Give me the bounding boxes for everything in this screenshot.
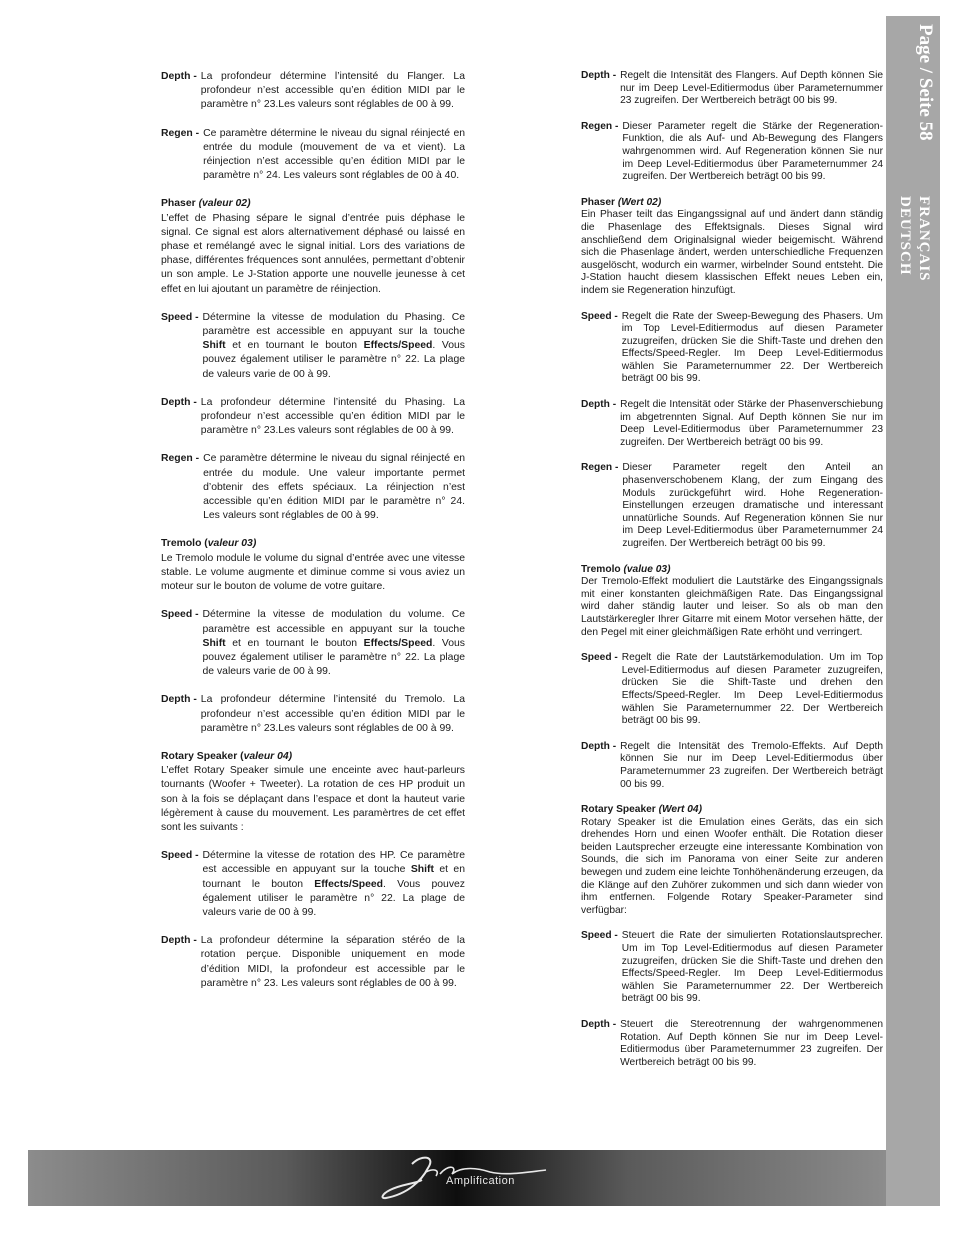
- de-tremolo-section: [581, 564, 883, 640]
- param-text: La profondeur détermine la séparation stéréo de la rotation perçue. Disponible uniquement en mode d’édition MIDI, la profondeur est accessible par le paramètre n° 23. Les valeurs sont réglables de 00 à 99.: [200, 935, 465, 989]
- de-flanger-depth: [581, 70, 883, 108]
- de-phaser-speed: [581, 311, 883, 387]
- param-text: Dieser Parameter regelt die Stärke der Regeneration-Funktion, die als Auf- und Ab-Bewegung des Flangers wahrgenommen wird. Auf Regeneration können Sie nur im Deep Level-Editiermodus über Parameternummer 24 zugreifen. Der Wertbereich beträgt 00 bis 99.: [622, 120, 883, 183]
- fr-phaser-regen: [161, 452, 465, 523]
- fr-rotary-section: [161, 750, 465, 835]
- fr-flanger-depth: [161, 70, 465, 113]
- section-body: L’effet de Phasing sépare le signal d’entrée puis déphase le signal. Ce signal est alors alternativement déphasé ou laissé en phase et remélangé avec le signal initial. Lors des variations de phase, différentes fréquences sont annulées, permettant d’obtenir un son ample. Le J-Station apporte une nouvelle jeunesse à cet effet en lui ajoutant un paramètre de réinjection.: [161, 212, 465, 295]
- param-text: Regelt die Intensität des Flangers. Auf Depth können Sie nur im Deep Level-Editiermodus über Parameternummer 23 zugreifen. Der Wertbereich beträgt 00 bis 99.: [620, 70, 883, 107]
- param-text: Ce paramètre détermine le niveau du signal réinjecté en entrée du module (mouvement de va et vient). La réinjection n’est accessible qu’en édition MIDI par le paramètre n° 24. Les valeurs sont réglables de 00 à 40.: [203, 127, 465, 182]
- section-body: Rotary Speaker ist die Emulation eines Geräts, das ein sich drehendes Horn und einen Woofer enthält. Die Rotation dieser beiden Lautsprecher erzeugte eine interessante Kombination von Sounds, die sich im Panorama von einer Seite zur anderen bewegen und zudem eine leichte Tonhöhenänderung erzeugen, da die Klänge auf den Zuhörer zukommen und sich dann wieder von ihm entfernen. Folgende Rotary Speaker-Parameter sind verfügbar:: [581, 816, 883, 916]
- section-title: Tremolo (valeur 03): [161, 538, 257, 550]
- de-phaser-section: [581, 197, 883, 298]
- section-body: L’effet Rotary Speaker simule une enceinte avec haut-parleurs tournants (Woofer + Tweeter). La rotation de ces HP produit un son à la fois se déplaçant dans l’espace et dont la hauteut varie légèrement à cause du mouvement. Les paramèrtres de cet effet sont les suivants :: [161, 765, 465, 833]
- de-phaser-depth: [581, 399, 883, 449]
- param-label: Speed -: [161, 311, 199, 323]
- param-label: Speed -: [581, 310, 618, 322]
- param-label: Regen -: [581, 120, 619, 132]
- param-label: Speed -: [161, 609, 199, 621]
- page-number: Page / Seite 58: [915, 24, 936, 141]
- param-label: Depth -: [581, 740, 617, 752]
- de-flanger-regen: [581, 121, 883, 184]
- param-text: Détermine la vitesse de modulation du Phasing. Ce paramètre est accessible en appuyant sur la touche Shift et en tournant le bouton Effects/Speed. Vous pouvez également utiliser le paramètre n° 22. La plage de valeurs varie de 00 à 99.: [202, 311, 465, 380]
- fr-tremolo-speed: [161, 608, 465, 679]
- param-label: Depth -: [581, 399, 617, 411]
- param-text: Steuert die Stereotrennung der wahrgenommenen Rotation. Auf Depth können Sie nur im Deep Level-Editiermodus über Parameternummer 23 zugreifen. Der Wertbereich beträgt 00 bis 99.: [620, 1019, 883, 1068]
- fr-flanger-regen: [161, 127, 465, 184]
- de-rotary-section: [581, 804, 883, 917]
- param-text: Regelt die Intensität oder Stärke der Phasenverschiebung im abgetrennten Signal. Auf Depth können Sie nur im Deep Level-Editiermodus über Parameternummer 23 zugreifen. Der Wertbereich beträgt 00 bis 99.: [620, 399, 883, 448]
- param-text: Regelt die Intensität des Tremolo-Effekts. Auf Depth können Sie nur im Deep Level-Editiermodus über Parameternummer 23 zugreifen. Der Wertbereich beträgt 00 bis 99.: [620, 740, 883, 790]
- de-phaser-regen: [581, 462, 883, 550]
- param-label: Depth -: [161, 71, 197, 82]
- param-text: Regelt die Rate der Lautstärkemodulation. Um im Top Level-Editiermodus auf diesen Parameter zuzugreifen, drücken Sie die Shift-Taste und drehen den Effects/Speed-Regler. Im Deep Level-Editiermodus wählen Sie Parameternummer 22. Der Wertbereich beträgt 00 bis 99.: [621, 652, 883, 727]
- fr-tremolo-depth: [161, 693, 465, 736]
- de-rotary-depth: [581, 1019, 883, 1069]
- sidebar-text: [893, 24, 935, 324]
- param-label: Speed -: [581, 930, 618, 942]
- fr-phaser-speed: [161, 311, 465, 382]
- section-body: Le Tremolo module le volume du signal d’entrée avec une vitesse stable. Le volume augmente et diminue comme si vous aviez un moteur sur le bouton de volume de votre guitare.: [161, 552, 465, 593]
- de-tremolo-depth: [581, 741, 883, 791]
- param-text: La profondeur détermine l’intensité du Phasing. La profondeur n’est accessible qu’en édition MIDI par le paramètre n° 23.Les valeurs sont réglables de 00 à 99.: [200, 396, 465, 437]
- param-label: Regen -: [161, 453, 200, 465]
- section-title: Rotary Speaker (valeur 04): [161, 750, 293, 762]
- language-labels: [895, 196, 933, 282]
- section-title: Rotary Speaker (Wert 04): [581, 804, 702, 816]
- param-label: Depth -: [161, 396, 197, 408]
- param-label: Regen -: [161, 127, 200, 139]
- param-label: Depth -: [161, 935, 197, 947]
- de-tremolo-speed: [581, 652, 883, 728]
- param-label: Depth -: [581, 1019, 617, 1030]
- param-label: Speed -: [581, 652, 618, 664]
- param-text: Dieser Parameter regelt den Anteil an phasenverschobenem Klang, der zum Eingang des Moduls zurückgeführt wird. Hohe Regeneration-Einstellungen erzeugen dramatische und interessant unnatürliche Sounds. Auf Regeneration können Sie nur im Deep Level-Editiermodus über Parameternummer 24 zugreifen. Der Wertbereich beträgt 00 bis 99.: [622, 462, 883, 549]
- fr-phaser-depth: [161, 396, 465, 439]
- section-title: Tremolo (value 03): [581, 563, 671, 575]
- de-rotary-speed: [581, 930, 883, 1006]
- param-text: Steuert die Rate der simulierten Rotationslautsprecher. Um im Top Level-Editiermodus auf diesen Parameter zuzugreifen, drücken Sie die Shift-Taste und drehen den Effects/Speed-Regler. Im Deep Level-Editiermodus wählen Sie Parameternummer 22. Der Wertbereich beträgt 00 bis 99.: [621, 930, 883, 1005]
- param-text: Détermine la vitesse de modulation du volume. Ce paramètre est accessible en appuyant sur la touche Shift et en tournant le bouton Effects/Speed. Vous pouvez également utiliser le paramètre n° 22. La plage de valeurs varie de 00 à 99.: [202, 609, 465, 678]
- param-label: Speed -: [161, 850, 199, 862]
- fr-tremolo-section: [161, 537, 465, 594]
- french-column: [161, 70, 465, 1005]
- logo-text: Amplification: [446, 1175, 515, 1187]
- section-title: Phaser (valeur 02): [161, 198, 251, 210]
- section-body: Ein Phaser teilt das Eingangssignal auf und ändert dann ständig die Phasenlage des Effektsignals. Dieses Signal wird anschließend dem Originalsignal wieder beigemischt. Während sich die Phasenlage ändert, werden unterschiedliche Frequenzen ausgelöscht, wodurch ein warmer, wirbelnder Sound entsteht. Die J-Station haucht diesem klassischen Effekt neues Leben ein, indem sie Regeneration hinzufügt.: [581, 209, 883, 296]
- param-text: La profondeur détermine l’intensité du Flanger. La profondeur n’est accessible qu’en édition MIDI par le paramètre n° 23.Les valeurs sont réglables de 00 à 99.: [200, 71, 465, 111]
- param-label: Depth -: [581, 70, 617, 81]
- fr-rotary-depth: [161, 934, 465, 991]
- param-label: Depth -: [161, 694, 197, 706]
- param-text: Regelt die Rate der Sweep-Bewegung des Phasers. Um im Top Level-Editiermodus auf diesen Parameter zuzugreifen, drücken Sie die Shift-Taste und drehen den Effects/Speed-Regler. Im Deep Level-Editiermodus wählen Sie Parameternummer 22. Der Wertbereich beträgt 00 bis 99.: [621, 310, 883, 385]
- section-body: Der Tremolo-Effekt moduliert die Lautstärke des Eingangssignals mit einer konstanten gleichmäßigen Rate. Das Eingangssignal wird daher ständig lauter und leiser. So als ob man den Lautstärkeregler Ihrer Gitarre mit einem Motor versehen hätte, der den Pegel mit einer gleichmäßigen Rate erhöht und verringert.: [581, 576, 883, 638]
- section-title: Phaser (Wert 02): [581, 196, 662, 208]
- fr-phaser-section: [161, 197, 465, 296]
- language-french: FRANÇAIS: [916, 196, 932, 282]
- language-german: DEUTSCH: [897, 196, 913, 276]
- param-text: Ce paramètre détermine le niveau du signal réinjecté en entrée du module. Une valeur importante permet d’obtenir des effets spéciaux. La réinjection n’est accessible qu’en édition MIDI par le paramètre n° 24. Les valeurs sont réglables de 00 à 99.: [203, 453, 465, 522]
- german-column: [581, 70, 883, 1082]
- param-text: La profondeur détermine l’intensité du Tremolo. La profondeur n’est accessible qu’en édition MIDI par le paramètre n° 23.Les valeurs sont réglables de 00 à 99.: [200, 694, 465, 734]
- param-text: Détermine la vitesse de rotation des HP. Ce paramètre est accessible en appuyant sur la touche Shift et en tournant le bouton Effects/Speed. Vous pouvez également utiliser le paramètre n° 22. La plage de valeurs varie de 00 à 99.: [202, 850, 465, 918]
- param-label: Regen -: [581, 462, 619, 474]
- fr-rotary-speed: [161, 849, 465, 920]
